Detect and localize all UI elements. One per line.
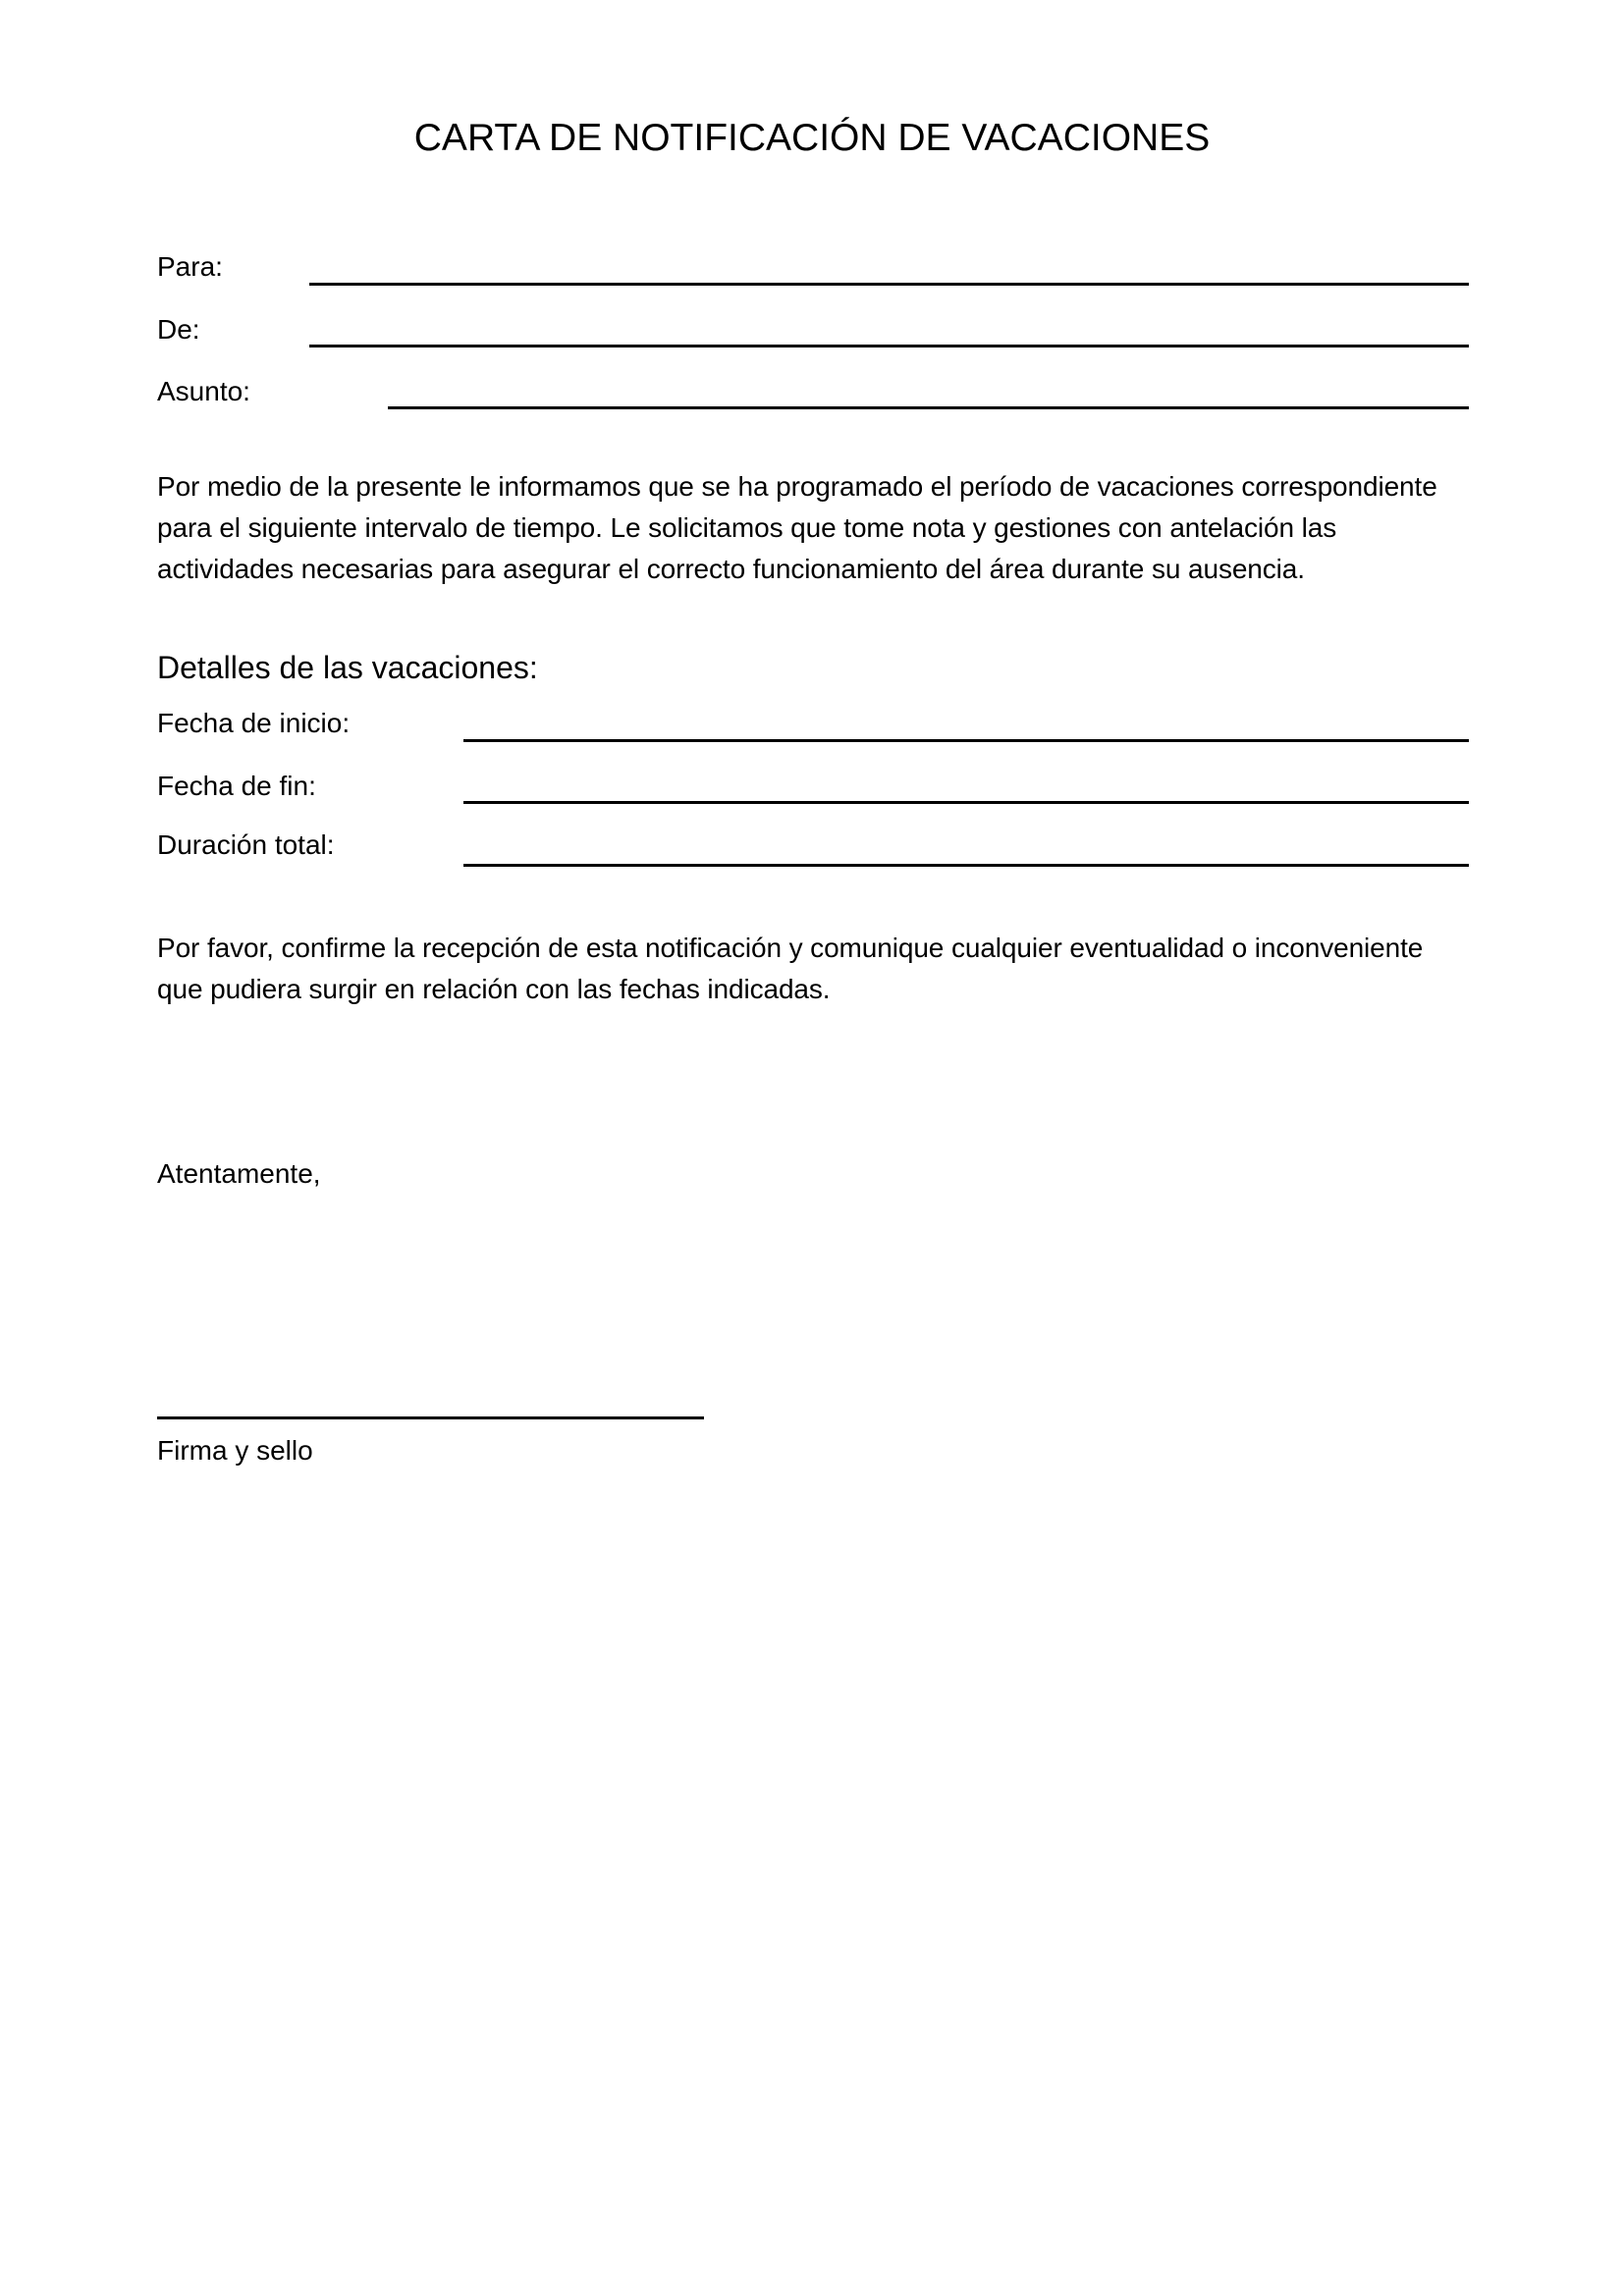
duracion-total-field-line[interactable]	[463, 832, 1469, 867]
signature-caption: Firma y sello	[157, 1435, 313, 1466]
intro-paragraph	[157, 466, 1492, 590]
confirmation-paragraph	[157, 928, 1492, 1010]
asunto-label: Asunto:	[157, 376, 250, 406]
confirmation-paragraph-line-1: Por favor, confirme la recepción de esta notificación y comunique cualquier eventualidad o inconveniente	[157, 933, 1424, 963]
de-label: De:	[157, 314, 200, 345]
asunto-field-line[interactable]	[388, 375, 1469, 409]
fecha-inicio-label: Fecha de inicio:	[157, 708, 351, 738]
document-title: CARTA DE NOTIFICACIÓN DE VACACIONES	[413, 117, 1211, 159]
intro-paragraph-line-3: actividades necesarias para asegurar el correcto funcionamiento del área durante su ausencia.	[157, 554, 1305, 584]
para-label: Para:	[157, 251, 223, 282]
duracion-total-label: Duración total:	[157, 829, 335, 860]
para-field-line[interactable]	[309, 251, 1469, 286]
fecha-fin-label: Fecha de fin:	[157, 771, 316, 801]
intro-paragraph-line-1: Por medio de la presente le informamos que se ha programado el período de vacaciones correspondiente	[157, 471, 1437, 502]
de-field-line[interactable]	[309, 313, 1469, 347]
fecha-fin-field-line[interactable]	[463, 770, 1469, 804]
confirmation-paragraph-line-2: que pudiera surgir en relación con las fechas indicadas.	[157, 974, 831, 1004]
intro-paragraph-line-2: para el siguiente intervalo de tiempo. Le solicitamos que tome nota y gestiones con antelación las	[157, 512, 1337, 543]
signature-line[interactable]	[157, 1385, 704, 1419]
details-heading: Detalles de las vacaciones:	[157, 650, 538, 685]
closing-text: Atentamente,	[157, 1158, 321, 1189]
fecha-inicio-field-line[interactable]	[463, 708, 1469, 742]
